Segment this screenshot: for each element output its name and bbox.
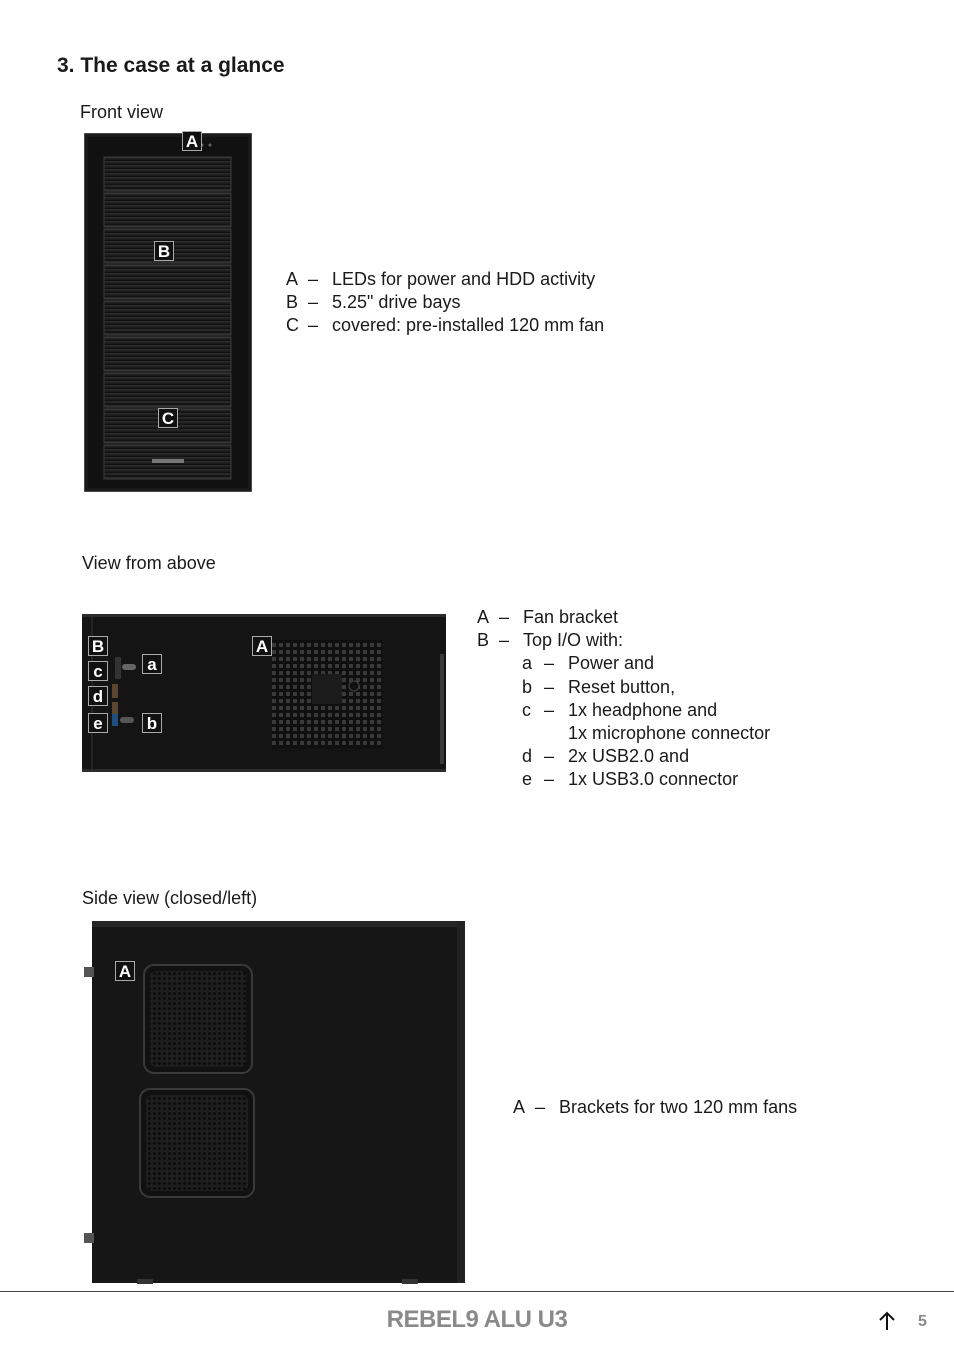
legend-dash: – <box>544 653 555 674</box>
top-marker-a: A <box>252 636 272 656</box>
front-legend-row <box>286 268 604 291</box>
legend-key: C <box>286 315 299 336</box>
front-marker-c: C <box>158 408 178 428</box>
front-view-image <box>84 133 252 492</box>
legend-dash: – <box>308 269 319 289</box>
page-number: 5 <box>918 1313 927 1330</box>
top-view-caption: View from above <box>82 553 216 573</box>
legend-text: Power and <box>568 653 655 674</box>
top-legend-subrow <box>477 676 770 699</box>
side-view-legend <box>513 1096 797 1119</box>
legend-text: 1x headphone and <box>568 699 718 720</box>
section-heading: 3. The case at a glance <box>57 54 285 77</box>
top-marker-b-lower: b <box>142 713 162 733</box>
legend-dash: – <box>544 676 555 697</box>
top-legend-subrow <box>477 699 770 722</box>
top-marker-d: d <box>88 686 108 706</box>
legend-subkey: b <box>522 676 533 697</box>
legend-subkey: d <box>522 746 533 767</box>
legend-subkey: c <box>522 699 531 720</box>
top-legend-subrow <box>477 652 770 675</box>
top-legend-continuation <box>477 722 770 745</box>
legend-text: Brackets for two 120 mm fans <box>559 1097 798 1117</box>
legend-text: covered: pre-installed 120 mm fan <box>332 315 605 336</box>
legend-text: LEDs for power and HDD activity <box>332 269 596 289</box>
front-legend-row <box>286 291 604 314</box>
legend-text: 2x USB2.0 and <box>568 746 690 767</box>
legend-dash: – <box>535 1097 546 1117</box>
legend-dash: – <box>544 746 555 767</box>
side-legend-row <box>513 1096 797 1119</box>
legend-dash: – <box>499 607 510 627</box>
top-marker-a-lower: a <box>142 654 162 674</box>
top-view-image <box>82 614 446 772</box>
top-legend-row <box>477 629 770 652</box>
footer-divider <box>0 1291 954 1292</box>
legend-dash: – <box>308 315 319 336</box>
top-legend-subrow <box>477 745 770 768</box>
legend-text: Top I/O with: <box>523 630 624 651</box>
top-marker-c: c <box>88 661 108 681</box>
front-view-caption: Front view <box>80 102 164 122</box>
front-marker-a: A <box>182 131 202 151</box>
top-marker-e: e <box>88 713 108 733</box>
legend-dash: – <box>544 699 555 720</box>
front-marker-b: B <box>154 241 174 261</box>
case-front-illustration <box>84 133 252 492</box>
legend-subkey: e <box>522 769 533 790</box>
top-legend-row <box>477 606 770 629</box>
legend-key: B <box>286 292 299 313</box>
side-view-caption: Side view (closed/left) <box>82 888 258 908</box>
legend-text: 1x USB3.0 connector <box>568 769 739 790</box>
footer-product-name: REBEL9 ALU U3 <box>386 1306 568 1333</box>
legend-key: B <box>477 630 490 651</box>
top-marker-b: B <box>88 636 108 656</box>
top-legend-subrow <box>477 768 770 791</box>
legend-dash: – <box>499 630 510 651</box>
legend-dash: – <box>544 769 555 790</box>
case-side-illustration <box>82 921 466 1285</box>
legend-key: A <box>286 269 299 289</box>
legend-text: 1x microphone connector <box>568 723 771 744</box>
legend-text: Reset button, <box>568 676 676 697</box>
legend-key: A <box>477 607 490 627</box>
arrow-up-icon[interactable] <box>877 1310 897 1332</box>
legend-text: Fan bracket <box>523 607 619 627</box>
front-view-legend <box>286 268 604 338</box>
legend-key: A <box>513 1097 526 1117</box>
side-marker-a: A <box>115 961 135 981</box>
side-view-image <box>82 921 466 1285</box>
front-legend-row <box>286 314 604 337</box>
legend-subkey: a <box>522 653 533 674</box>
legend-text: 5.25" drive bays <box>332 292 461 313</box>
legend-dash: – <box>308 292 319 313</box>
top-view-legend <box>477 606 770 792</box>
